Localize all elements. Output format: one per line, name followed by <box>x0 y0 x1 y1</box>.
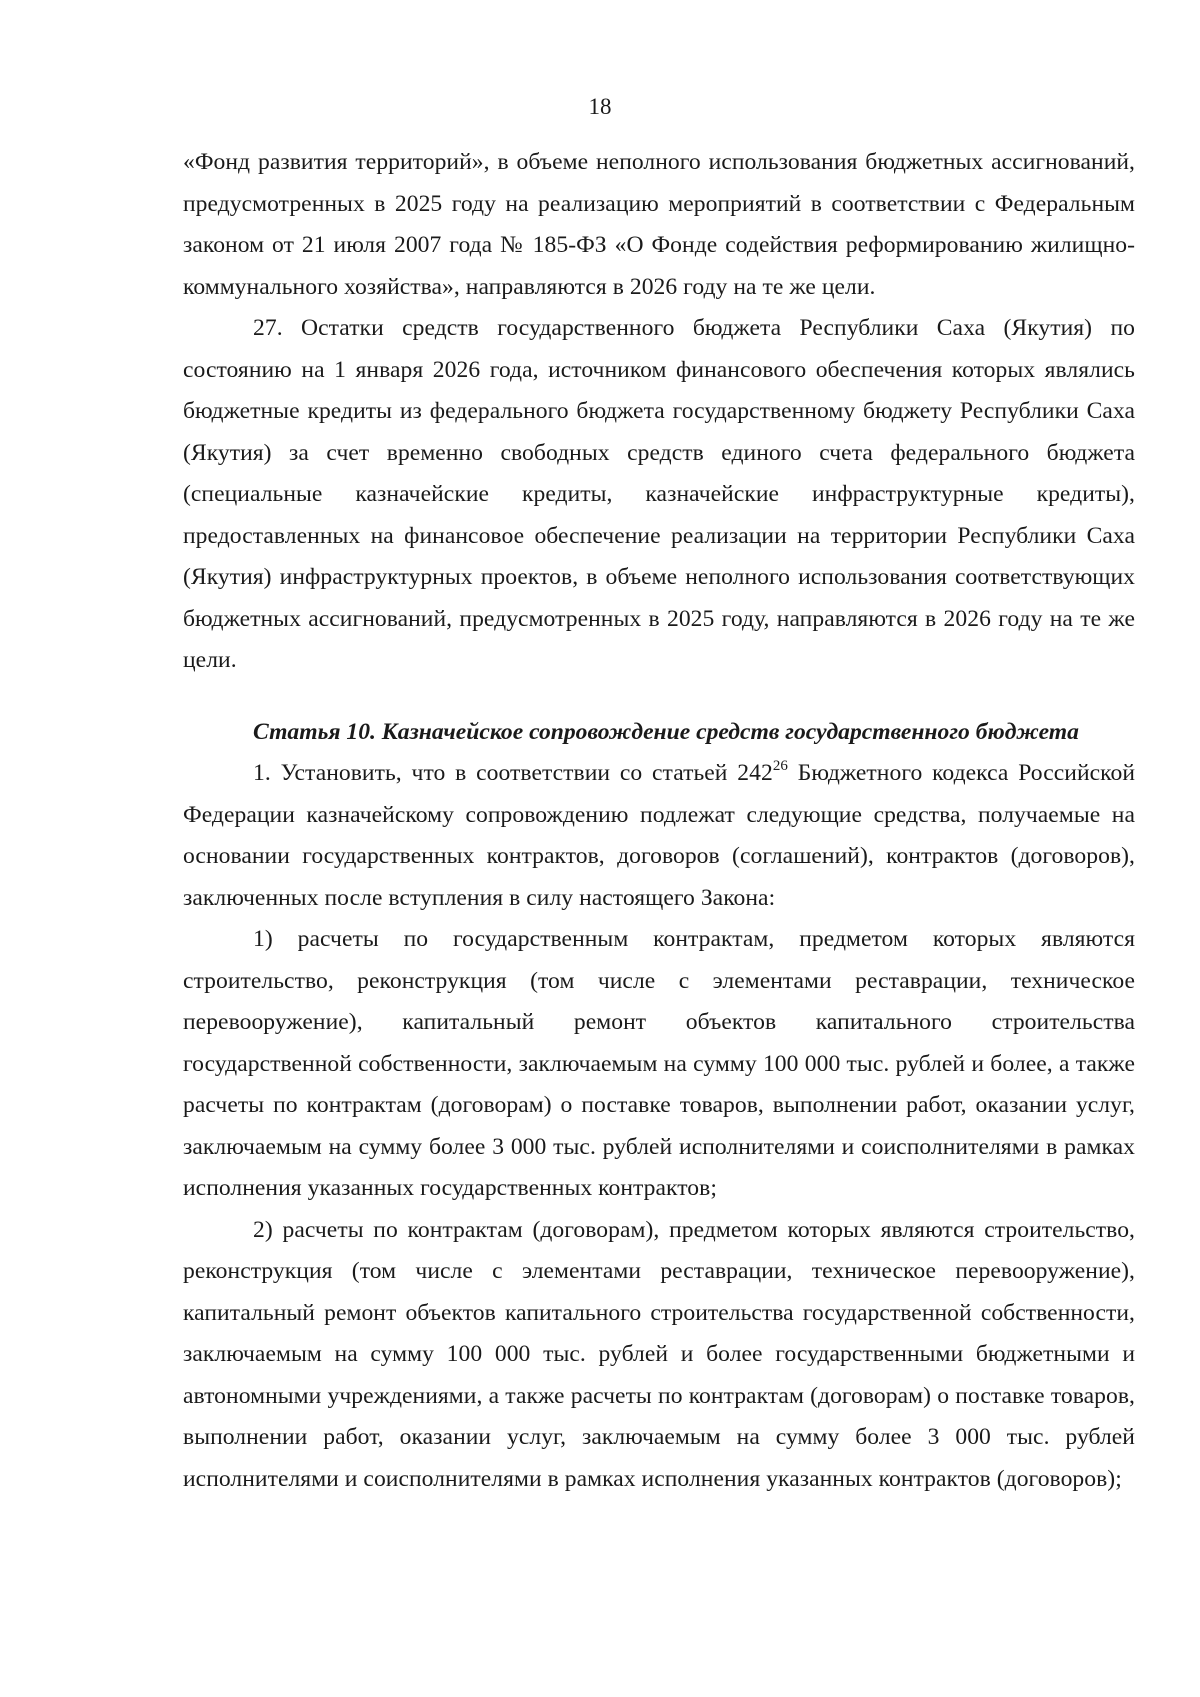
paragraph-continuation: «Фонд развития территорий», в объеме неполного использования бюджетных ассигнований, предусмотренных в 2025 году на реализацию мероприятий в соответствии с Федеральным законом от 21 июля 2007 года № 185-ФЗ «О Фонде содействия реформированию жилищно-коммунального хозяйства», направляются в 2026 году на те же цели. <box>183 149 1135 300</box>
list-item-2: 2) расчеты по контрактам (договорам), предметом которых являются строительство, реконструкция (том числе с элементами реставрации, техническое перевооружение), капитальный ремонт объектов капитального строительства государственной собственности, заключаемым на сумму 100 000 тыс. рублей и более государственными бюджетными и автономными учреждениями, а также расчеты по контрактам (договорам) о поставке товаров, выполнении работ, оказании услуг, заключаемым на сумму более 3 000 тыс. рублей исполнителями и соисполнителями в рамках исполнения указанных контрактов (договоров); <box>183 1216 1135 1492</box>
paragraph-27: 27. Остатки средств государственного бюджета Республики Саха (Якутия) по состоянию на 1 января 2026 года, источником финансового обеспечения которых являлись бюджетные кредиты из федерального бюджета государственному бюджету Республики Саха (Якутия) за счет временно свободных средств единого счета федерального бюджета (специальные казначейские кредиты, казначейские инфраструктурные кредиты), предоставленных на финансовое обеспечение реализации на территории Республики Саха (Якутия) инфраструктурных проектов, в объеме неполного использования соответствующих бюджетных ассигнований, предусмотренных в 2025 году, направляются в 2026 году на те же цели. <box>183 315 1135 673</box>
article-10-paragraph-1-text-a: 1. Установить, что в соответствии со статьей 242 <box>253 760 773 786</box>
list-item-1: 1) расчеты по государственным контрактам, предметом которых являются строительство, реконструкция (том числе с элементами реставрации, техническое перевооружение), капитальный ремонт объектов капитального строительства государственной собственности, заключаемым на сумму 100 000 тыс. рублей и более, а также расчеты по контрактам (договорам) о поставке товаров, выполнении работ, оказании услуг, заключаемым на сумму более 3 000 тыс. рублей исполнителями и соисполнителями в рамках исполнения указанных государственных контрактов; <box>183 926 1135 1201</box>
document-body <box>183 142 1135 1500</box>
article-10-paragraph-1 <box>183 753 1135 919</box>
article-10-paragraph-1-text-b: Бюджетного кодекса Российской Федерации казначейскому сопровождению подлежат следующие средства, получаемые на основании государственных контрактов, договоров (соглашений), контрактов (договоров), заключенных после вступления в силу настоящего Закона: <box>183 760 1135 911</box>
article-10-heading: Статья 10. Казначейское сопровождение средств государственного бюджета <box>253 718 1079 745</box>
page-number: 18 <box>588 94 612 119</box>
article-number-superscript: 26 <box>772 758 788 774</box>
